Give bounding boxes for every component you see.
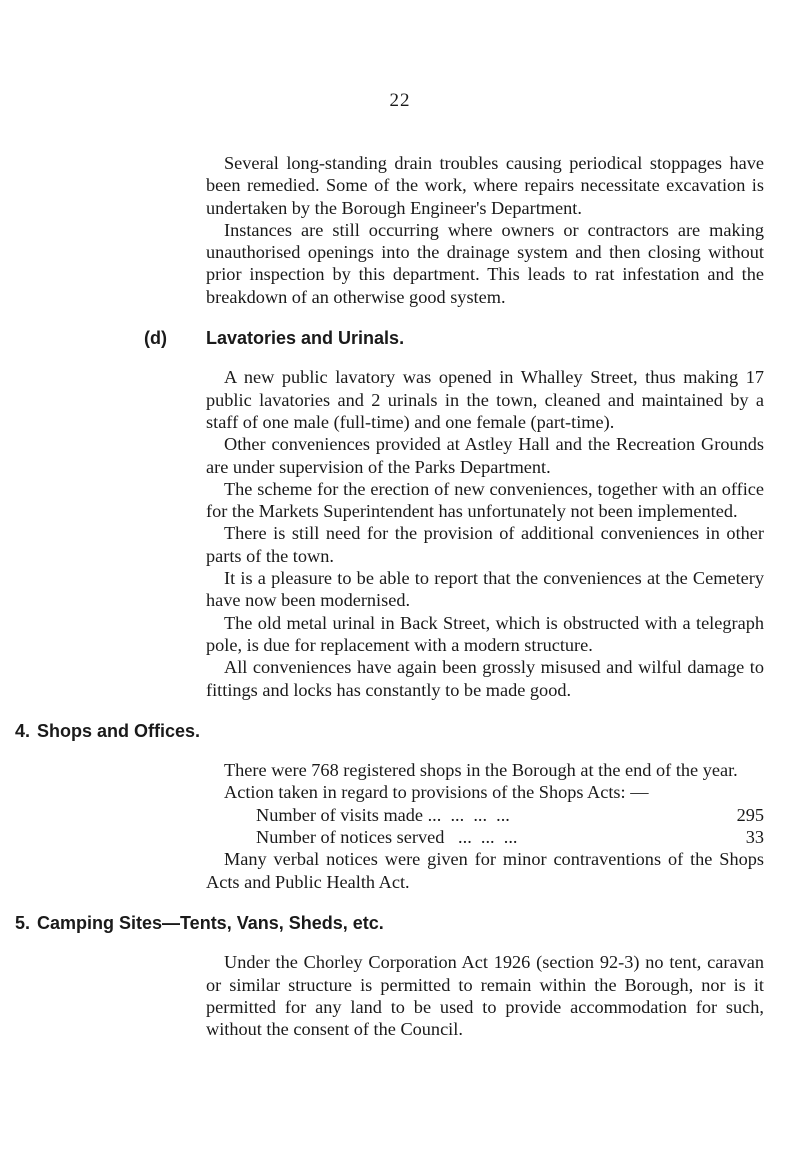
section-d-paragraph: There is still need for the provision of additional conveniences in other parts of the town. bbox=[206, 523, 764, 566]
section-5-title: Camping Sites—Tents, Vans, Sheds, etc. bbox=[37, 912, 384, 933]
section-d-paragraph: The old metal urinal in Back Street, which is obstructed with a telegraph pole, is due for replacement with a modern structure. bbox=[206, 612, 764, 655]
section-4-heading bbox=[15, 720, 764, 742]
section-d-paragraph: A new public lavatory was opened in Whalley Street, thus making 17 public lavatories and 2 urinals in the town, cleaned and maintained by a staff of one male (full-time) and one female (part-time). bbox=[206, 367, 764, 432]
intro-paragraph: Several long-standing drain troubles causing periodical stoppages have been remedied. Some of the work, where repairs necessitate excavation is undertaken by the Borough Engineer's Department. bbox=[206, 153, 764, 218]
section-d-paragraph: It is a pleasure to be able to report that the conveniences at the Cemetery have now been modernised. bbox=[206, 568, 764, 611]
stat-value: 33 bbox=[745, 827, 764, 848]
document-body bbox=[15, 152, 764, 1040]
page-number: 22 bbox=[389, 90, 411, 111]
shops-closing: Many verbal notices were given for minor contraventions of the Shops Acts and Public Health Act. bbox=[206, 849, 764, 892]
section-d-number: (d) bbox=[144, 328, 167, 349]
shops-action-line: Action taken in regard to provisions of the Shops Acts: — bbox=[224, 782, 649, 803]
shops-intro: There were 768 registered shops in the Borough at the end of the year. bbox=[224, 760, 738, 781]
section-d-paragraph: The scheme for the erection of new conveniences, together with an office for the Markets Superintendent has unfortunately not been implemented. bbox=[206, 478, 764, 522]
stat-row-notices bbox=[206, 826, 764, 848]
section-4-title: Shops and Offices. bbox=[37, 720, 201, 741]
intro-paragraph: Instances are still occurring where owners or contractors are making unauthorised openings into the drainage system and then closing without prior inspection by this department. This leads to rat infestation and the breakdown of an otherwise good system. bbox=[206, 219, 764, 307]
section-d-paragraph: All conveniences have again been grossly misused and wilful damage to fittings and locks has constantly to be made good. bbox=[206, 657, 764, 700]
section-d-title: Lavatories and Urinals. bbox=[206, 328, 405, 349]
stat-value: 295 bbox=[736, 804, 764, 825]
section-5-heading bbox=[15, 912, 764, 934]
section-d-heading bbox=[144, 327, 764, 349]
stat-label: Number of visits made ... ... ... ... bbox=[256, 804, 510, 825]
stat-label: Number of notices served ... ... ... bbox=[256, 827, 518, 848]
section-d-paragraph: Other conveniences provided at Astley Hall and the Recreation Grounds are under supervision of the Parks Department. bbox=[206, 434, 764, 477]
section-4-number: 4. bbox=[15, 720, 31, 741]
section-5-paragraph: Under the Chorley Corporation Act 1926 (section 92-3) no tent, caravan or similar structure is permitted to remain within the Borough, nor is it permitted for any land to be used to provide accommodation for such, without the consent of the Council. bbox=[206, 952, 764, 1040]
stat-row-visits bbox=[206, 804, 764, 826]
section-5-number: 5. bbox=[15, 912, 31, 933]
